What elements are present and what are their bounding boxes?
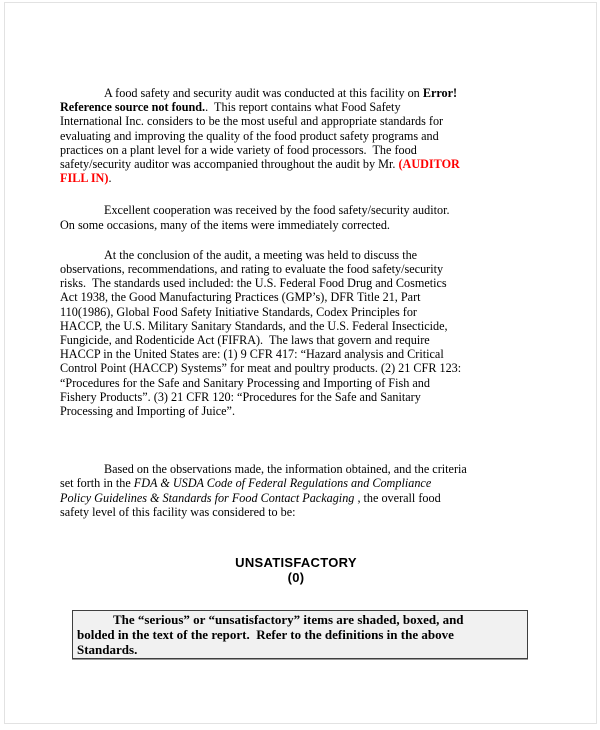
text-line: At the conclusion of the audit, a meeting was held to discuss the — [104, 247, 418, 262]
text-line — [60, 171, 532, 185]
text-line: HACCP, the U.S. Military Sanitary Standards, and the U.S. Federal Insecticide, — [60, 318, 448, 333]
text-line: risks. The standards used included: the U.S. Federal Food Drug and Cosmetics — [60, 276, 447, 291]
rating-score: (0) — [287, 570, 305, 586]
text-line: safety level of this facility was considered to be: — [60, 504, 296, 519]
body-text: . This report contains what Food Safety — [205, 100, 401, 115]
page-content — [60, 86, 532, 659]
text-line: On some occasions, many of the items were immediately corrected. — [60, 217, 390, 232]
body-text: set forth in the — [60, 476, 134, 491]
rating-label: UNSATISFACTORY — [235, 555, 357, 571]
body-text: . — [108, 171, 112, 186]
text-line: Act 1938, the Good Manufacturing Practices (GMP’s), DFR Title 21, Part — [60, 290, 421, 305]
paragraph-audit-intro — [60, 86, 532, 185]
text-line — [60, 476, 532, 490]
text-line: Based on the observations made, the information obtained, and the criteria — [104, 462, 467, 477]
text-line: International Inc. considers to be the most useful and appropriate standards for — [60, 114, 444, 129]
text-line: HACCP in the United States are: (1) 9 CFR 417: “Hazard analysis and Critical — [60, 347, 444, 362]
body-text: safety/security auditor was accompanied throughout the audit by Mr. — [60, 157, 399, 172]
text-line: practices on a plant level for a wide variety of food processors. The food — [60, 142, 417, 157]
note-box-line: Standards. — [77, 642, 138, 658]
note-box — [72, 610, 528, 659]
text-line — [60, 157, 532, 171]
body-text: , the overall food — [354, 490, 441, 505]
text-line: 110(1986), Global Food Safety Initiative Standards, Codex Principles for — [60, 304, 417, 319]
text-line — [60, 86, 532, 100]
regulation-reference-italic: FDA & USDA Code of Federal Regulations and Compliance — [133, 476, 432, 491]
note-box-line: bolded in the text of the report. Refer to the definitions in the above — [77, 627, 454, 643]
intro-lead-text: A food safety and security audit was conducted at this facility on — [104, 86, 423, 100]
text-line — [60, 491, 532, 505]
error-reference-field: Reference source not found. — [60, 100, 206, 115]
text-line: Fungicide, and Rodenticide Act (FIFRA). The laws that govern and require — [60, 333, 430, 348]
text-line — [60, 100, 532, 114]
paragraph-standards-review — [60, 248, 532, 418]
text-line: observations, recommendations, and rating to evaluate the food safety/security — [60, 262, 444, 277]
paragraph-cooperation — [60, 203, 532, 231]
note-box-line: The “serious” or “unsatisfactory” items are shaded, boxed, and — [113, 612, 464, 628]
auditor-fill-in-placeholder: FILL IN) — [60, 171, 109, 186]
error-reference-field: Error! — [422, 86, 458, 100]
paragraph-rating-basis — [60, 462, 532, 519]
auditor-fill-in-placeholder: (AUDITOR — [398, 157, 460, 172]
text-line: Processing and Importing of Juice”. — [60, 404, 235, 419]
text-line: Excellent cooperation was received by the food safety/security auditor. — [104, 203, 450, 218]
text-line: Fishery Products”. (3) 21 CFR 120: “Procedures for the Safe and Sanitary — [60, 389, 421, 404]
regulation-reference-italic: Policy Guidelines & Standards for Food Contact Packaging — [60, 490, 355, 505]
rating-section — [60, 555, 532, 585]
text-line: “Procedures for the Safe and Sanitary Processing and Importing of Fish and — [60, 375, 430, 390]
text-line: evaluating and improving the quality of the food product safety programs and — [60, 128, 439, 143]
text-line: Control Point (HACCP) Systems” for meat and poultry products. (2) 21 CFR 123: — [60, 361, 462, 376]
